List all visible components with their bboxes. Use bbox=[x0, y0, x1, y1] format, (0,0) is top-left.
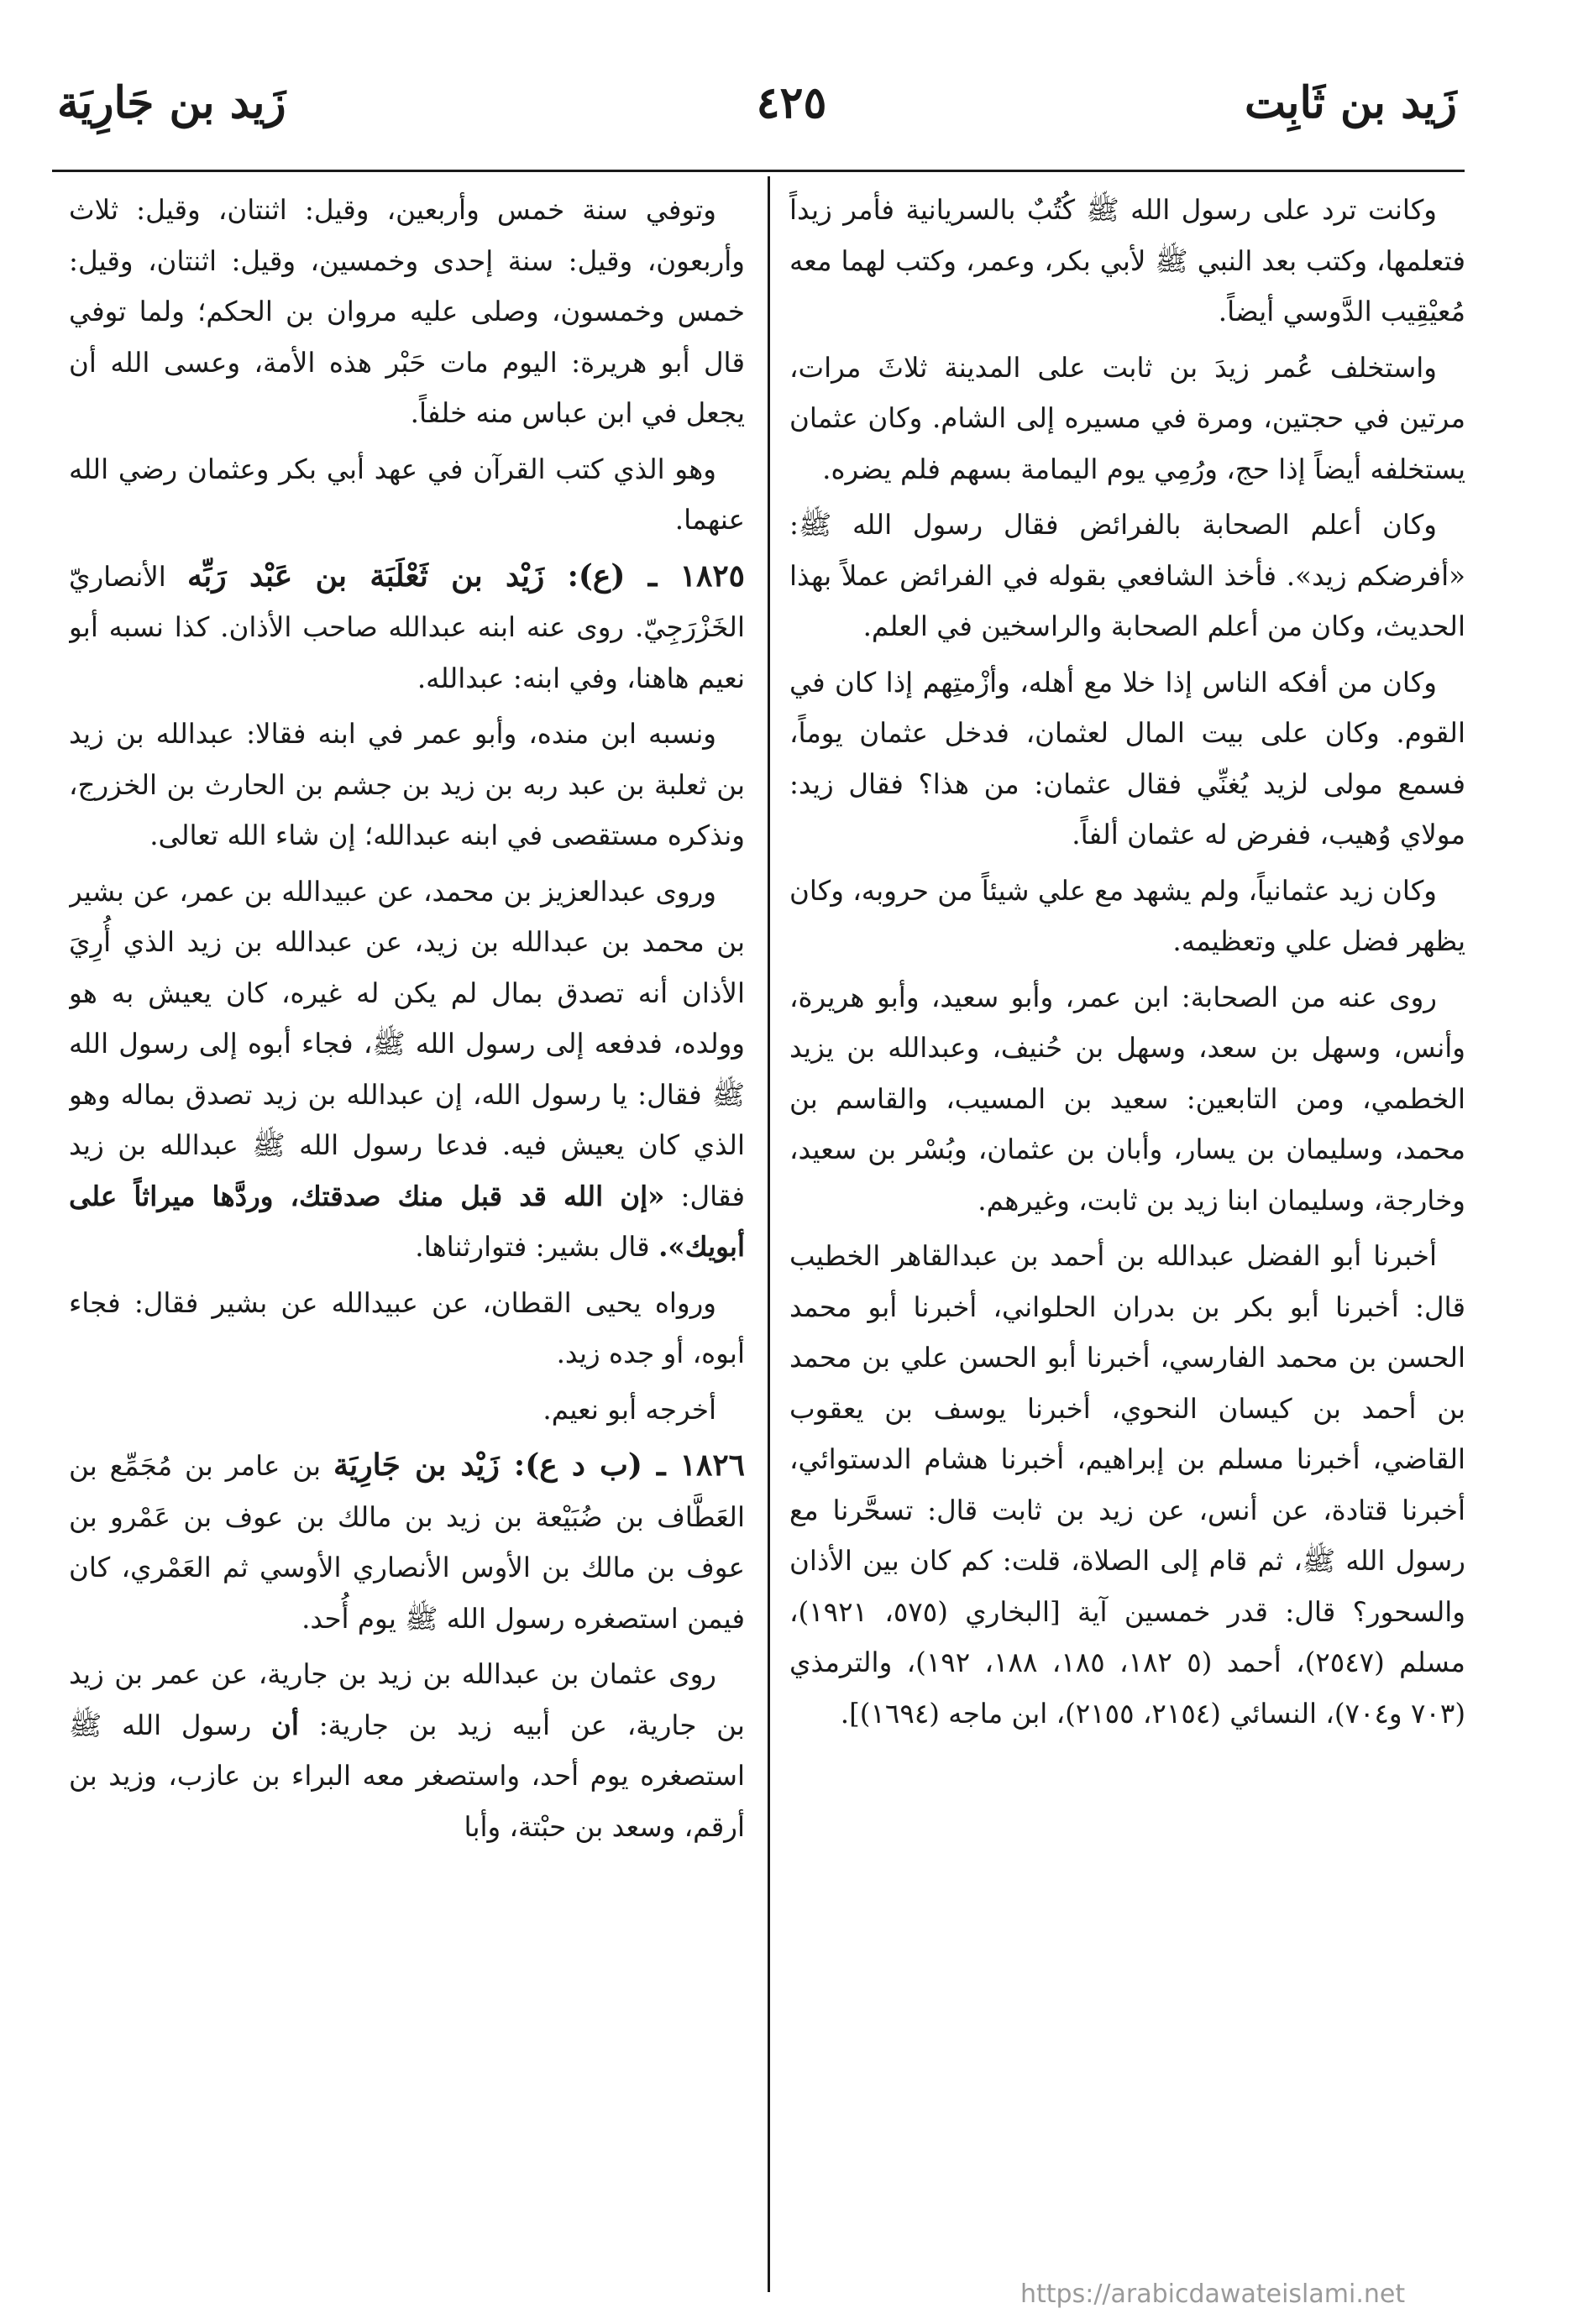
paragraph: ورواه يحيى القطان، عن عبيدالله عن بشير فقال: فجاء أبوه، أو جده زيد. bbox=[69, 1286, 745, 1369]
entry-1826 bbox=[69, 1440, 745, 1644]
running-head-left: زَيد بن جَارِيَة bbox=[57, 77, 286, 128]
right-column bbox=[789, 185, 1465, 2292]
paragraph bbox=[69, 1649, 745, 1852]
paragraph-text: وروى عبدالعزيز بن محمد، عن عبيدالله بن عمر، عن بشير بن محمد بن عبدالله بن زيد، عن عبدالله بن زيد الذي أُرِيَ الأذان أنه تصدق بمال لم يكن له غيره، كان يعيش به هو وولده، فدفعه إلى رسول الله ﷺ، فجاء أبوه إلى رسول الله ﷺ فقال: يا رسول الله، إن عبدالله بن زيد تصدق بماله وهو الذي كان يعيش فيه. فدعا رسول الله ﷺ عبدالله بن زيد فقال: bbox=[69, 875, 745, 1212]
entry-text: بن عامر بن مُجَمِّع بن العَطَّاف بن ضُبَيْعة بن زيد بن مالك بن عوف بن عَمْرو بن عوف بن مالك بن الأوس الأنصاري الأوسي ثم العَمْري، كان فيمن استصغره رسول الله ﷺ يوم أُحد. bbox=[69, 1450, 745, 1635]
hadith-quote: «إن الله قد قبل منك صدقتك، وردَّها ميراثاً على أبويك». bbox=[69, 1179, 745, 1263]
column-divider bbox=[768, 176, 770, 2292]
paragraph: واستخلف عُمر زيدَ بن ثابت على المدينة ثلاثَ مرات، مرتين في حجتين، ومرة في مسيره إلى الشام. وكان عثمان يستخلفه أيضاً إذا حج، ورُمِي يوم اليمامة بسهم فلم يضره. bbox=[789, 351, 1465, 485]
paragraph: روى عنه من الصحابة: ابن عمر، وأبو سعيد، وأبو هريرة، وأنس، وسهل بن سعد، وسهل بن حُنيف، وعبدالله بن يزيد الخطمي، ومن التابعين: سعيد بن المسيب، والقاسم بن محمد، وسليمان بن يسار، وأبان بن عثمان، وبُسْر بن سعيد، وخارجة، وسليمان ابنا زيد بن ثابت، وغيرهم. bbox=[789, 981, 1465, 1217]
header-rule bbox=[52, 170, 1465, 172]
paragraph: وهو الذي كتب القرآن في عهد أبي بكر وعثمان رضي الله عنهما. bbox=[69, 453, 745, 536]
paragraph-text: قال بشير: فتوارثناها. bbox=[415, 1231, 650, 1263]
paragraph-text: روى عثمان بن عبدالله بن زيد بن جارية، عن عمر بن زيد بن جارية، عن أبيه زيد بن جارية: bbox=[69, 1658, 745, 1741]
left-column bbox=[69, 185, 745, 2292]
entry-1825 bbox=[69, 551, 745, 704]
running-head-right: زَيد بن ثَابِت bbox=[1245, 77, 1457, 128]
entry-heading: ١٨٢٦ ـ (ب د ع): زَيْد بن جَارِيَة bbox=[333, 1447, 745, 1483]
entry-text: الأنصاريّ الخَزْرَجِيّ. روى عنه ابنه عبدالله صاحب الأذان. كذا نسبه أبو نعيم هاهنا، وفي ابنه: عبدالله. bbox=[69, 560, 745, 694]
entry-heading: ١٨٢٥ ـ (ع): زَيْد بن ثَعْلَبَة بن عَبْد رَبِّه bbox=[186, 557, 745, 594]
paragraph: وتوفي سنة خمس وأربعين، وقيل: اثنتان، وقيل: ثلاث وأربعون، وقيل: سنة إحدى وخمسين، وقيل: اثنتان، وقيل: خمس وخمسون، وصلى عليه مروان بن الحكم؛ ولما توفي قال أبو هريرة: اليوم مات حَبْر هذه الأمة، وعسى الله أن يجعل في ابن عباس منه خلفاً. bbox=[69, 194, 745, 429]
paragraph: وكانت ترد على رسول الله ﷺ كُتُبٌ بالسريانية فأمر زيداً فتعلمها، وكتب بعد النبي ﷺ لأبي بكر، وعمر، وكتب لهما معه مُعيْقِيب الدَّوسي أيضاً. bbox=[789, 194, 1465, 327]
paragraph bbox=[69, 866, 745, 1273]
watermark-url: https://arabicdawateislami.net bbox=[1020, 2280, 1406, 2309]
quote-mark: أن bbox=[271, 1708, 299, 1741]
paragraph: وكان زيد عثمانياً، ولم يشهد مع علي شيئاً من حروبه، وكان يظهر فضل علي وتعظيمه. bbox=[789, 874, 1465, 957]
paragraph: أخبرنا أبو الفضل عبدالله بن أحمد بن عبدالقاهر الخطيب قال: أخبرنا أبو بكر بن بدران الحلواني، أخبرنا أبو محمد الحسن بن محمد الفارسي، أخبرنا أبو الحسن علي بن محمد بن أحمد بن كيسان النحوي، أخبرنا يوسف بن يعقوب القاضي، أخبرنا مسلم بن إبراهيم، أخبرنا هشام الدستوائي، أخبرنا قتادة، عن أنس، عن زيد بن ثابت قال: تسحَّرنا مع رسول الله ﷺ، ثم قام إلى الصلاة، قلت: كم كان بين الأذان والسحور؟ قال: قدر خمسين آية [البخاري (٥٧٥، ١٩٢١)، مسلم (٢٥٤٧)، أحمد (٥ ١٨٢، ١٨٥، ١٨٨، ١٩٢)، والترمذي (٧٠٣ و٧٠٤)، النسائي (٢١٥٤، ٢١٥٥)، ابن ماجه (١٦٩٤)]. bbox=[789, 1240, 1465, 1730]
paragraph: أخرجه أبو نعيم. bbox=[543, 1393, 716, 1426]
paragraph-text: رسول الله ﷺ استصغره يوم أحد، واستصغر معه البراء بن عازب، وزيد بن أرقم، وسعد بن حبْتة، وأبا bbox=[69, 1709, 745, 1843]
paragraph: ونسبه ابن منده، وأبو عمر في ابنه فقالا: عبدالله بن زيد بن ثعلبة بن عبد ربه بن زيد بن جشم بن الحارث بن الخزرج، ونذكره مستقصى في ابنه عبدالله؛ إن شاء الله تعالى. bbox=[69, 718, 745, 851]
page-number: ٤٢٥ bbox=[756, 77, 827, 128]
paragraph: وكان من أفكه الناس إذا خلا مع أهله، وأزْمتِهم إذا كان في القوم. وكان على بيت المال لعثمان، فدخل عثمان يوماً، فسمع مولى لزيد يُغنِّي فقال عثمان: من هذا؟ فقال زيد: مولاي وُهيب، ففرض له عثمان ألفاً. bbox=[789, 666, 1465, 851]
paragraph: وكان أعلم الصحابة بالفرائض فقال رسول الله ﷺ: «أفرضكم زيد». فأخذ الشافعي بقوله في الفرائض عملاً بهذا الحديث، وكان من أعلم الصحابة والراسخين في العلم. bbox=[789, 509, 1465, 642]
